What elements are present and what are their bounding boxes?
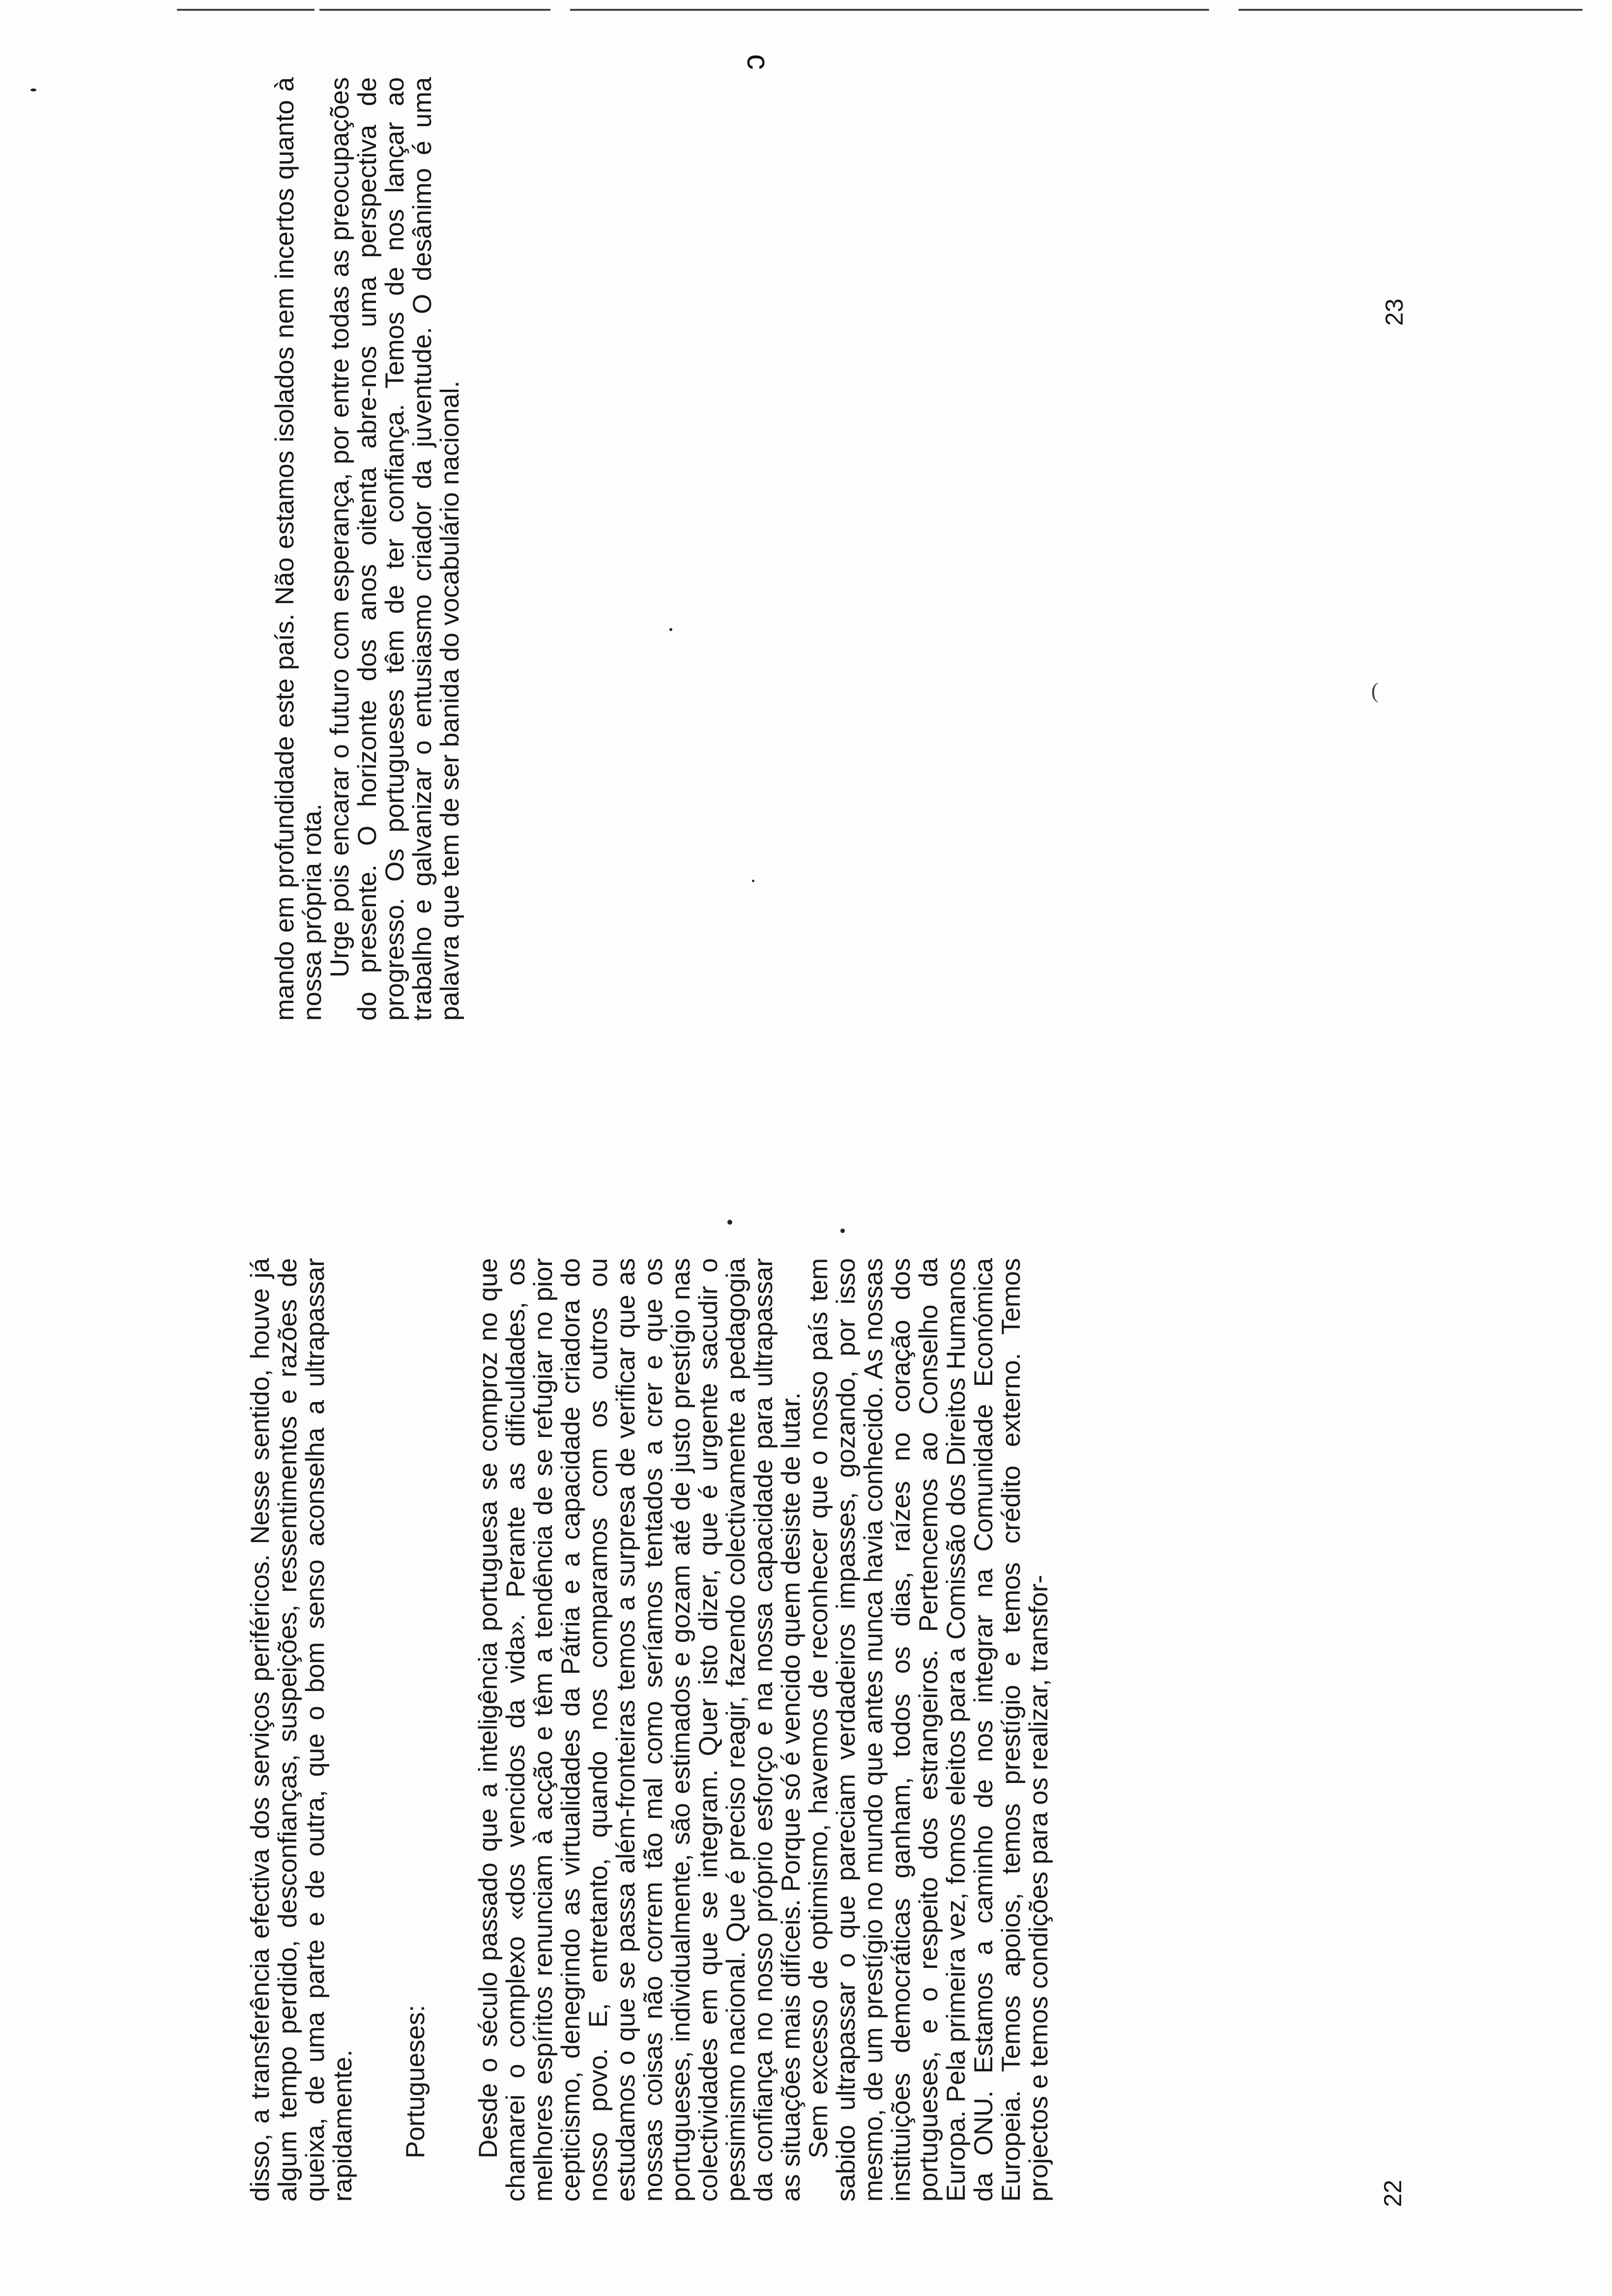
paragraph: disso, a transferência efectiva dos serviços periféricos. Nesse sentido, houve já algum tempo perdido, desconfianças, suspeições, ressentimentos e razões de queixa, de uma parte e de outra, que o bom senso aconselha a ultrapassar rapidamente.: [246, 1258, 357, 2202]
left-page-column: [247, 1258, 1053, 2202]
right-page-column: [271, 77, 464, 1021]
paragraph: Sem excesso de optimismo, havemos de reconhecer que o nosso país tem sabido ultrapassar o que pareciam verdadeiros impasses, gozando, por isso mesmo, de um prestígio no mundo que antes nunca havia conhecido. As nossas instituições democráticas ganham, todos os dias, raízes no coração dos portugueses, e o respeito dos estrangeiros. Pertencemos ao Conselho da Europa. Pela primeira vez, fomos eleitos para a Comissão dos Direitos Humanos da ONU. Estamos a caminho de nos integrar na Comunidade Económica Europeia. Temos apoios, temos prestígio e temos crédito externo. Temos projectos e temos condições para os realizar, transfor-: [804, 1258, 1053, 2202]
paragraph: Urge pois encarar o futuro com esperança, por entre todas as preocupações do presente. O horizonte dos anos oitenta abre-nos uma perspectiva de progresso. Os portugueses têm de ter confiança. Temos de nos lançar ao trabalho e galvanizar o entusiasmo criador da juventude. O desânimo é uma palavra que tem de ser banida do vocabulário nacional.: [325, 77, 464, 1021]
ink-mark: (: [1371, 679, 1379, 703]
paragraph: mando em profundidade este país. Não estamos isolados nem incertos quanto à nossa própria rota.: [270, 77, 327, 1021]
paragraph: Desde o século passado que a inteligência portuguesa se comproz no que chamarei o complexo «dos vencidos da vida». Perante as dificuldades, os melhores espíritos renunciam à acção e têm a tendência de se refugiar no pior cepticismo, denegrindo as virtualidades da Pátria e a capacidade criadora do nosso povo. E, entretanto, quando nos comparamos com os outros ou estudamos o que se passa além-fronteiras temos a surpresa de verificar que as nossas coisas não correm tão mal como seríamos tentados a crer e que os portugueses, individualmente, são estimados e gozam até de justo prestígio nas colectividades em que se integram. Quer isto dizer, que é urgente sacudir o pessimismo nacional. Que é preciso reagir, fazendo colectivamente a pedagogia da confiança no nosso próprio esforço e na nossa capacidade para ultrapassar as situações mais difíceis. Porque só é vencido quem desiste de lutar.: [474, 1258, 806, 2202]
ink-mark: c: [741, 54, 776, 70]
page-number: 23: [1381, 298, 1408, 326]
section-heading: Portugueses:: [401, 2005, 430, 2158]
page-number: 22: [1379, 2180, 1407, 2207]
